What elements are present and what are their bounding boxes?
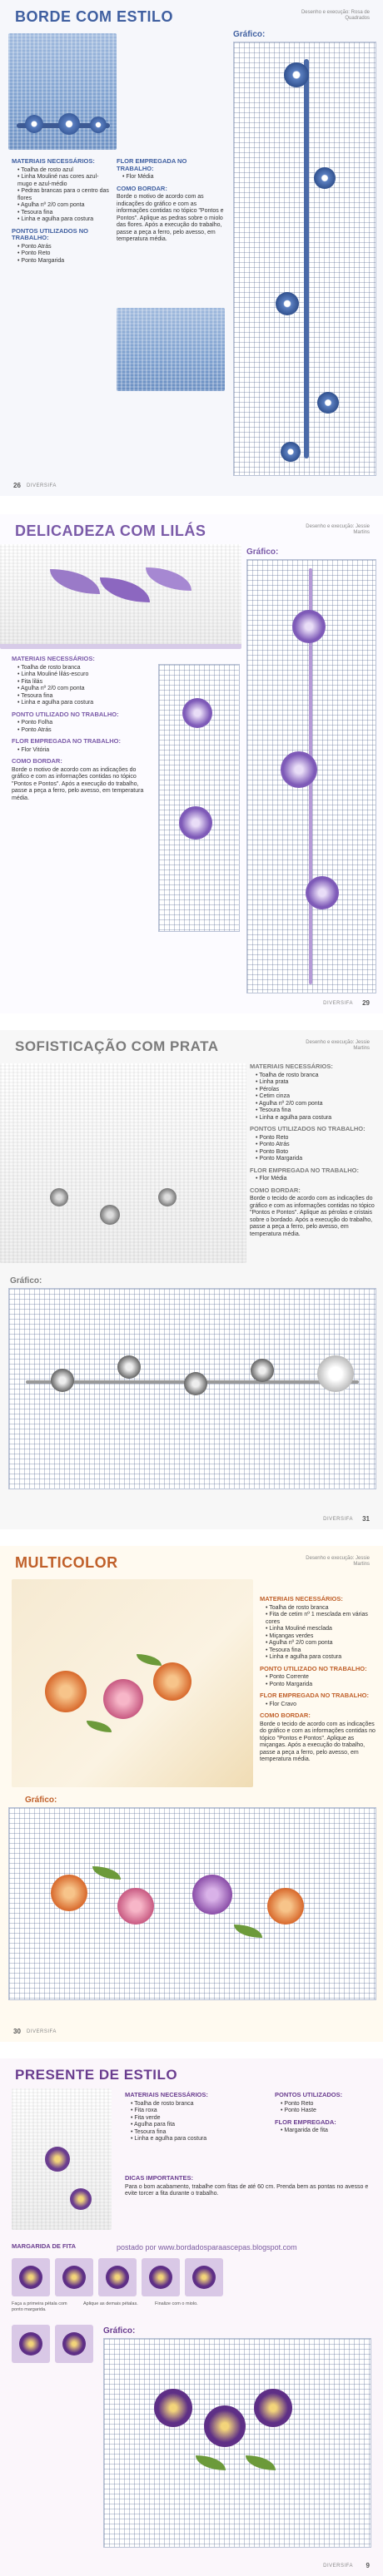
- orange-ribbon-flower: [153, 1662, 192, 1701]
- lilac-ribbon-leaf: [146, 567, 192, 591]
- page-delicadeza-com-lilas: [0, 514, 383, 1013]
- page-title: MULTICOLOR: [15, 1554, 118, 1571]
- towel-photo: [0, 1063, 246, 1263]
- list-item: • Ponto Reto: [281, 2101, 375, 2108]
- chart-flower: [51, 1369, 74, 1392]
- chart-flower: [117, 1888, 154, 1925]
- step-caption: Aplique as demais pétalas.: [83, 2301, 138, 2306]
- list-item: • Flor Vitória: [17, 747, 153, 755]
- how-to-text: Borde o motivo de acordo com as indicações do gráfico e com as informações contidas no tópico "Pontos e Pontos". Após a execução do trabalho, passe a peça a ferro, pelo avesso, em temperatura média.: [12, 766, 144, 801]
- list-item: • Ponto Reto: [17, 250, 110, 258]
- list-item: • Tesoura fina: [17, 693, 153, 701]
- list-item: • Fita de cetim nº 1 mesclada em várias cores: [266, 1612, 376, 1626]
- step-caption: Faça a primeira pétala com ponto margarida.: [12, 2301, 67, 2312]
- list-item: • Ponto Atrás: [256, 1142, 375, 1149]
- list-item: • Ponto Atrás: [17, 244, 110, 251]
- green-leaf: [246, 2455, 276, 2470]
- chart-flower: [306, 876, 339, 909]
- page-number: 30: [13, 2028, 21, 2035]
- stitches-list: [12, 244, 110, 265]
- materials-list: [12, 167, 110, 224]
- flower-list: [260, 1702, 376, 1709]
- stitches-title: PONTO UTILIZADO NO TRABALHO:: [260, 1664, 367, 1672]
- materials-box: [250, 1063, 375, 1242]
- brand-tag: DIVERSIFA: [323, 1517, 353, 1522]
- chart-flower: [204, 2405, 246, 2447]
- step-photo: [142, 2258, 180, 2296]
- materials-list: [250, 1073, 375, 1122]
- stitches-title: PONTOS UTILIZADOS NO TRABALHO:: [250, 1125, 366, 1132]
- blue-flower: [25, 115, 43, 133]
- list-item: • Toalha de rosto branca: [17, 665, 153, 672]
- chart-flower: [51, 1875, 87, 1911]
- page-title: SOFISTICAÇÃO COM PRATA: [15, 1038, 219, 1054]
- flower-list: [117, 174, 225, 181]
- chart-flower: [117, 1355, 141, 1379]
- flower-list: [12, 747, 153, 755]
- stitches-box: [275, 2092, 375, 2139]
- detail-photo: [117, 308, 225, 391]
- list-item: • Fita lilás: [17, 679, 153, 686]
- orange-ribbon-flower: [45, 1671, 87, 1712]
- green-leaf: [196, 2455, 226, 2470]
- list-item: • Ponto Boto: [256, 1149, 375, 1157]
- silver-flower: [50, 1188, 68, 1206]
- list-item: • Tesoura fina: [266, 1647, 376, 1655]
- chart-flower: [281, 442, 301, 462]
- page-title: PRESENTE DE ESTILO: [15, 2067, 178, 2083]
- green-leaf: [137, 1654, 162, 1666]
- list-item: • Agulha nº 2/0 com ponta: [17, 686, 153, 693]
- list-item: • Margarida de fita: [281, 2128, 375, 2135]
- grafico-label: Gráfico:: [246, 547, 279, 557]
- towel-photo: [0, 544, 241, 649]
- how-to-title: COMO BORDAR:: [117, 184, 167, 192]
- list-item: • Pedras brancas para o centro das flores: [17, 188, 110, 202]
- materials-box: [12, 656, 153, 806]
- chart-flower: [317, 392, 339, 414]
- grafico-label: Gráfico:: [25, 1796, 57, 1805]
- how-to-text: Borde o tecido de acordo com as indicações do gráfico e com as informações contidas no tópico "Pontos e Pontos". Aplique as pérolas e cristais sobre o bordado. Após a execução do trabalho, passe a peça a ferro, pelo avesso, em temperatura média.: [250, 1196, 375, 1237]
- list-item: • Tesoura fina: [256, 1107, 375, 1115]
- chart-flower: [182, 698, 212, 728]
- step-flower: [62, 2266, 86, 2289]
- purple-flower: [45, 2147, 70, 2172]
- list-item: • Agulha nº 2/0 com ponta: [17, 202, 110, 210]
- page-borde-com-estilo: [0, 0, 383, 496]
- step-flower: [19, 2332, 42, 2356]
- credit: Desenho e execução: Jessie Martins: [306, 1556, 370, 1567]
- stitches-title: PONTOS UTILIZADOS:: [275, 2091, 343, 2098]
- list-item: • Ponto Atrás: [17, 727, 153, 735]
- page-presente-de-estilo: [0, 2058, 383, 2576]
- towel-photo: [8, 33, 117, 150]
- list-item: • Ponto Haste: [281, 2108, 375, 2115]
- stitches-list: [250, 1135, 375, 1163]
- chart-flower: [314, 167, 336, 189]
- grafico-label: Gráfico:: [233, 30, 266, 39]
- step-photo: [12, 2258, 50, 2296]
- page-multicolor: [0, 1546, 383, 2042]
- materials-box: [125, 2092, 208, 2147]
- list-item: • Linha e agulha para costura: [266, 1654, 376, 1662]
- green-leaf: [234, 1925, 262, 1938]
- chart-flower: [284, 62, 309, 87]
- list-item: • Pérolas: [256, 1087, 375, 1094]
- how-to-title: COMO BORDAR:: [260, 1712, 311, 1719]
- step-photo: [55, 2325, 93, 2363]
- embroidery-chart: [8, 1288, 376, 1489]
- page-title: BORDE COM ESTILO: [15, 8, 174, 25]
- list-item: • Flor Média: [122, 174, 225, 181]
- instructions-box: [117, 158, 225, 248]
- how-to-title: COMO BORDAR:: [250, 1186, 301, 1194]
- chart-flower: [192, 1875, 232, 1915]
- stitches-list: [12, 720, 153, 734]
- page-number: 26: [13, 482, 21, 489]
- chart-vine: [304, 59, 309, 458]
- embroidery-chart: [103, 2338, 371, 2548]
- list-item: • Cetim cinza: [256, 1093, 375, 1101]
- list-item: • Flor Média: [256, 1176, 375, 1183]
- stitches-title: PONTO UTILIZADO NO TRABALHO:: [12, 710, 119, 718]
- page-number: 31: [362, 1515, 370, 1523]
- list-item: • Flor Cravo: [266, 1702, 376, 1709]
- margarida-heading: MARGARIDA DE FITA: [12, 2242, 77, 2250]
- flower-title: FLOR EMPREGADA NO TRABALHO:: [12, 737, 121, 745]
- brand-tag: DIVERSIFA: [27, 2029, 57, 2034]
- list-item: • Linha prata: [256, 1079, 375, 1087]
- chart-flower: [276, 292, 299, 315]
- brand-tag: DIVERSIFA: [27, 483, 57, 488]
- materials-box: [260, 1596, 376, 1768]
- materials-list: [260, 1605, 376, 1662]
- step-photo: [185, 2258, 223, 2296]
- list-item: • Toalha de rosto azul: [17, 167, 110, 175]
- list-item: • Miçangas verdes: [266, 1633, 376, 1641]
- chart-flower: [292, 610, 326, 643]
- tips-title: DICAS IMPORTANTES:: [125, 2174, 193, 2182]
- step-flower: [19, 2266, 42, 2289]
- page-title: DELICADEZA COM LILÁS: [15, 523, 206, 539]
- list-item: • Tesoura fina: [17, 210, 110, 217]
- flower-list: [250, 1176, 375, 1183]
- list-item: • Linha e agulha para costura: [17, 216, 110, 224]
- chart-flower: [267, 1888, 304, 1925]
- step-flower: [62, 2332, 86, 2356]
- brand-tag: DIVERSIFA: [323, 2564, 353, 2569]
- silver-flower: [100, 1205, 120, 1225]
- grafico-label: Gráfico:: [10, 1276, 42, 1286]
- how-to-text: Borde o tecido de acordo com as indicações do gráfico e com as informações contidas no tópico "Pontos e Pontos". Aplique as miçangas. Após a execução do trabalho, passe a peça a ferro, pelo avesso, em temperatura média.: [260, 1721, 376, 1762]
- list-item: • Tesoura fina: [131, 2129, 208, 2137]
- lilac-ribbon-leaf: [100, 577, 150, 602]
- embroidery-chart: [233, 42, 376, 476]
- step-flower: [192, 2266, 216, 2289]
- list-item: • Toalha de rosto branca: [266, 1605, 376, 1612]
- silver-flower: [158, 1188, 177, 1206]
- materials-title: MATERIAIS NECESSÁRIOS:: [12, 655, 95, 662]
- chart-flower: [154, 2389, 192, 2427]
- blue-flower: [90, 116, 107, 133]
- credit: Desenho e execução: Jessie Martins: [306, 1040, 370, 1051]
- brand-tag: DIVERSIFA: [323, 1001, 353, 1006]
- materials-title: MATERIAIS NECESSÁRIOS:: [12, 157, 95, 165]
- page-number: 29: [362, 999, 370, 1007]
- flower-title: FLOR EMPREGADA NO TRABALHO:: [250, 1166, 359, 1174]
- step-flower: [106, 2266, 129, 2289]
- stitches-list: [260, 1674, 376, 1688]
- step-caption: Finalize com o miolo.: [155, 2301, 198, 2306]
- credit: Desenho e execução: Jessie Martins: [306, 524, 370, 535]
- chart-bow: [317, 1355, 354, 1392]
- list-item: • Ponto Margarida: [256, 1156, 375, 1163]
- list-item: • Ponto Margarida: [266, 1682, 376, 1689]
- embroidery-chart: [8, 1807, 376, 2000]
- step-photo: [12, 2325, 50, 2363]
- flower-title: FLOR EMPREGADA:: [275, 2118, 336, 2126]
- towel-photo: [12, 2088, 112, 2230]
- towel-photo: [12, 1579, 253, 1787]
- list-item: • Agulha para fita: [131, 2122, 208, 2129]
- chart-flower: [184, 1372, 207, 1395]
- flower-list: [275, 2128, 375, 2135]
- materials-title: MATERIAIS NECESSÁRIOS:: [125, 2091, 208, 2098]
- embroidery-chart: [246, 559, 376, 993]
- page-number: 9: [366, 2562, 370, 2569]
- step-flower: [149, 2266, 172, 2289]
- materials-list: [125, 2101, 208, 2143]
- list-item: • Ponto Margarida: [17, 258, 110, 265]
- green-leaf: [92, 1866, 121, 1880]
- list-item: • Ponto Reto: [256, 1135, 375, 1142]
- tips-text: Para o bom acabamento, trabalhe com fitas de até 60 cm. Prenda bem as pontas no avesso e evite torcer a fita durante o trabalho.: [125, 2183, 369, 2197]
- green-leaf: [87, 1721, 112, 1732]
- materials-list: [12, 665, 153, 707]
- list-item: • Linha e agulha para costura: [17, 700, 153, 707]
- list-item: • Linha e agulha para costura: [256, 1115, 375, 1122]
- secondary-chart: [158, 664, 240, 932]
- list-item: • Fita roxa: [131, 2108, 208, 2115]
- flower-title: FLOR EMPREGADA NO TRABALHO:: [117, 157, 187, 172]
- list-item: • Ponto Corrente: [266, 1674, 376, 1682]
- flower-title: FLOR EMPREGADA NO TRABALHO:: [260, 1692, 369, 1699]
- chart-flower: [254, 2389, 292, 2427]
- step-photo: [55, 2258, 93, 2296]
- list-item: • Fita verde: [131, 2115, 208, 2123]
- page-sofisticacao-com-prata: [0, 1030, 383, 1529]
- credit: Desenho e execução: Rosa de Quadrados: [301, 10, 370, 21]
- list-item: • Toalha de rosto branca: [131, 2101, 208, 2108]
- list-item: • Linha e agulha para costura: [131, 2136, 208, 2143]
- blue-flower: [58, 113, 80, 135]
- lilac-ribbon-leaf: [50, 569, 100, 594]
- tips-box: [125, 2175, 375, 2202]
- list-item: • Agulha nº 2/0 com ponta: [256, 1101, 375, 1108]
- list-item: • Linha Mouliné nas cores azul-mugo e azul-médio: [17, 174, 110, 188]
- list-item: • Agulha nº 2/0 com ponta: [266, 1640, 376, 1647]
- how-to-text: Borde o motivo de acordo com as indicações do gráfico e com as informações contidas no tópico "Pontos e Pontos". Aplique as pedras sobre o miolo das flores. Após a execução do trabalho, passe a peça a ferro, pelo avesso, em temperatura média.: [117, 194, 224, 242]
- materials-title: MATERIAIS NECESSÁRIOS:: [260, 1595, 343, 1603]
- list-item: • Linha Mouliné mesclada: [266, 1626, 376, 1633]
- list-item: • Ponto Folha: [17, 720, 153, 727]
- stitches-title: PONTOS UTILIZADOS NO TRABALHO:: [12, 226, 88, 241]
- how-to-title: COMO BORDAR:: [12, 757, 62, 765]
- purple-flower: [70, 2188, 92, 2210]
- grafico-label: Gráfico:: [103, 2326, 136, 2336]
- step-photo: [98, 2258, 137, 2296]
- materials-title: MATERIAIS NECESSÁRIOS:: [250, 1063, 333, 1070]
- watermark: postado por www.bordadosparaascepas.blogspot.com: [117, 2243, 297, 2252]
- materials-box: [12, 158, 110, 269]
- pink-ribbon-flower: [103, 1679, 143, 1719]
- chart-flower: [179, 806, 212, 840]
- list-item: • Linha Mouliné lilás-escuro: [17, 671, 153, 679]
- stitches-list: [275, 2101, 375, 2115]
- chart-flower: [251, 1359, 274, 1382]
- chart-flower: [281, 751, 317, 788]
- list-item: • Toalha de rosto branca: [256, 1073, 375, 1080]
